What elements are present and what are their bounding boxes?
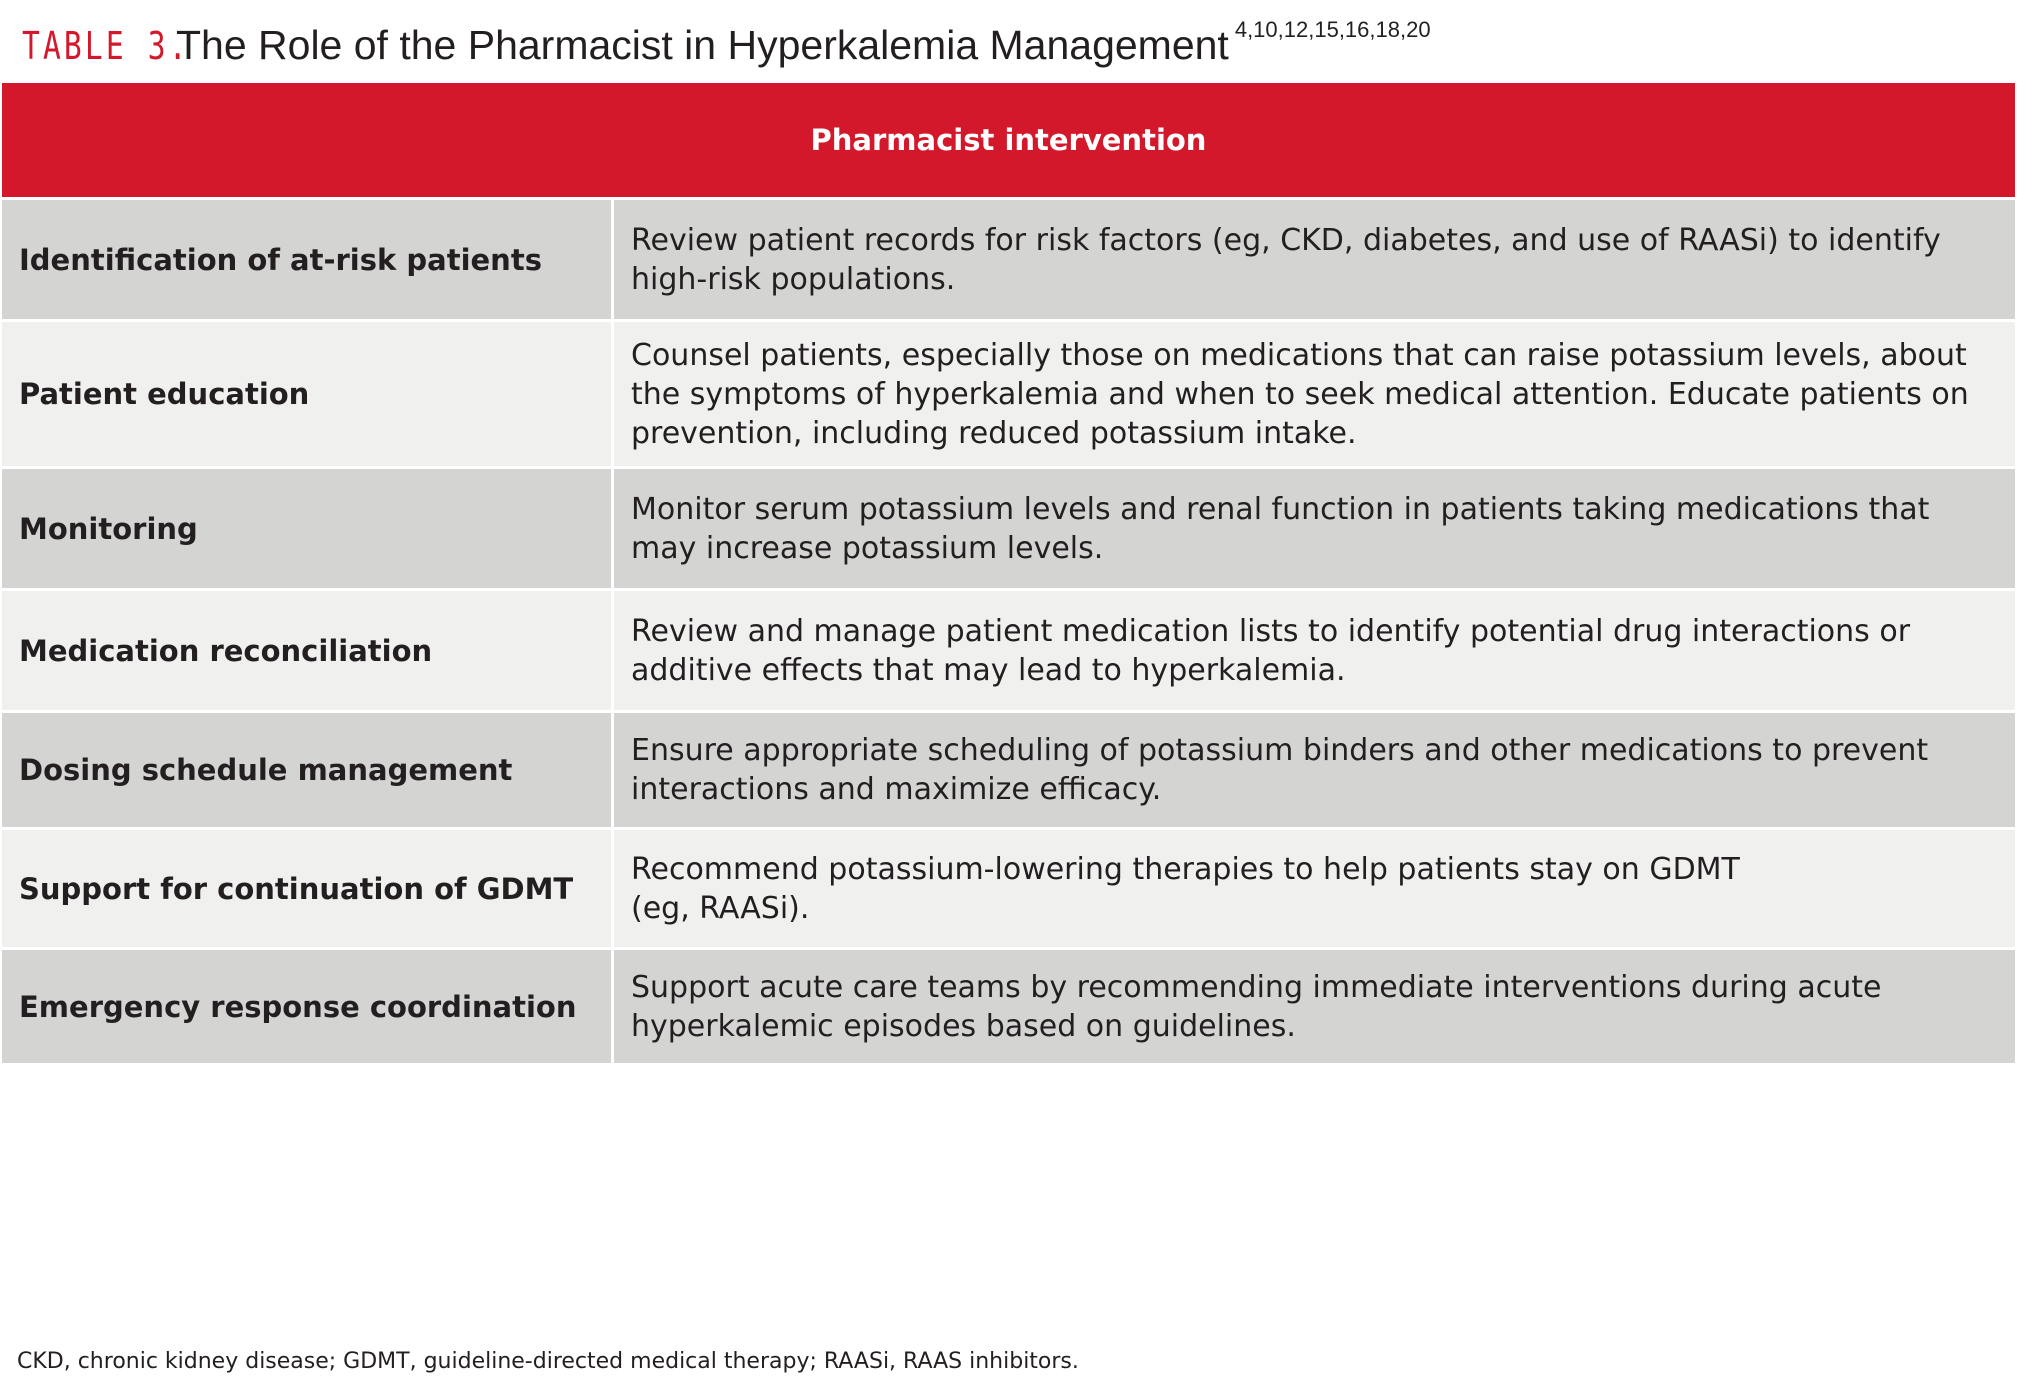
- row-description: Review patient records for risk factors (eg, CKD, diabetes, and use of RAASi) to identify high-risk populations.: [631, 222, 1941, 297]
- row-category: Dosing schedule management: [2, 713, 614, 827]
- row-category: Monitoring: [2, 469, 614, 588]
- table-row: [2, 710, 2015, 827]
- row-description: Support acute care teams by recommending immediate interventions during acute hyperkalemic episodes based on guidelines.: [631, 969, 1882, 1044]
- row-category: Support for continuation of GDMT: [2, 830, 614, 947]
- pharmacist-role-table: [2, 83, 2015, 1063]
- table-title-text: The Role of the Pharmacist in Hyperkalemia Management: [176, 22, 1229, 68]
- table-row: [2, 466, 2015, 588]
- table-row: [2, 197, 2015, 319]
- table-header-text: Pharmacist intervention: [810, 123, 1207, 157]
- table-row: [2, 588, 2015, 710]
- row-category: Emergency response coordination: [2, 950, 614, 1063]
- table-number-label: TABLE 3.: [22, 24, 190, 68]
- table-header-row: [2, 83, 2015, 197]
- table-row: [2, 947, 2015, 1063]
- row-description-line: Recommend potassium-lowering therapies to help patients stay on GDMT: [631, 851, 1740, 887]
- row-category: Identification of at-risk patients: [2, 200, 614, 319]
- table-row: [2, 827, 2015, 947]
- row-description: [614, 830, 2015, 947]
- table-row: [2, 319, 2015, 466]
- row-category: Patient education: [2, 322, 614, 466]
- table-title: [22, 17, 1431, 82]
- row-category: Medication reconciliation: [2, 591, 614, 710]
- title-references: 4,10,12,15,16,18,20: [1234, 17, 1431, 42]
- row-description: Ensure appropriate scheduling of potassium binders and other medications to prevent interactions and maximize efficacy.: [631, 733, 1929, 807]
- table-footnote: CKD, chronic kidney disease; GDMT, guideline-directed medical therapy; RAASi, RAAS inhibitors.: [17, 1349, 1079, 1374]
- row-description: Monitor serum potassium levels and renal function in patients taking medications that may increase potassium levels.: [631, 491, 1930, 566]
- row-description: Review and manage patient medication lists to identify potential drug interactions or additive effects that may lead to hyperkalemia.: [631, 613, 1911, 688]
- row-description-line: (eg, RAASi).: [631, 890, 810, 926]
- row-description: Counsel patients, especially those on medications that can raise potassium levels, about the symptoms of hyperkalemia and when to seek medical attention. Educate patients on prevention, including reduced potassium intake.: [631, 337, 1969, 451]
